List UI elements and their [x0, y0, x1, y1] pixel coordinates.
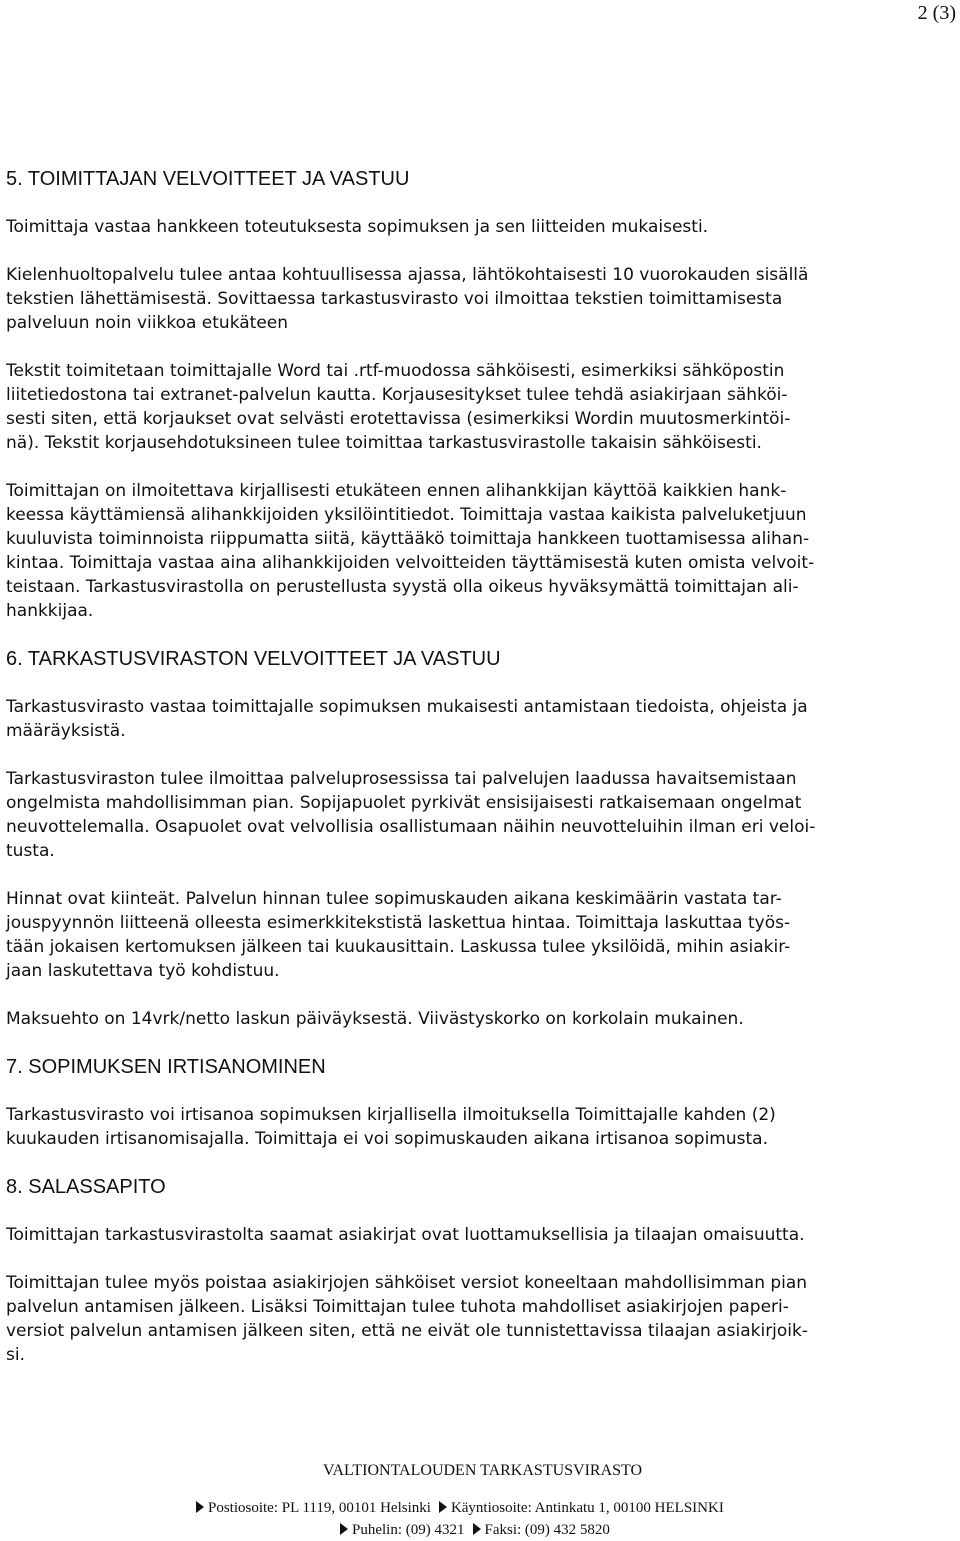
paragraph: [6, 1007, 950, 1031]
paragraph-line: Tekstit toimitetaan toimittajalle Word tai .rtf-muodossa sähköisesti, esimerkiksi sähköpostin: [6, 361, 785, 381]
section-heading: 6. TARKASTUSVIRASTON VELVOITTEET JA VASTUU: [6, 648, 501, 670]
paragraph-line: neuvottelemalla. Osapuolet ovat velvollisia osallistumaan näihin neuvotteluihin ilman eri veloi-: [6, 817, 816, 837]
paragraph-line: ongelmista mahdollisimman pian. Sopijapuolet pyrkivät ensisijaisesti ratkaisemaan ongelmat: [6, 793, 802, 813]
paragraph-line: jaan laskutettava työ kohdistuu.: [6, 961, 280, 981]
paragraph-line: Hinnat ovat kiinteät. Palvelun hinnan tulee sopimuskauden aikana keskimäärin vastata tar-: [6, 889, 782, 909]
arrow-bullet-icon: [473, 1523, 481, 1535]
paragraph: [6, 359, 950, 455]
footer-phone: Puhelin: (09) 4321: [352, 1522, 465, 1538]
paragraph-line: kuukauden irtisanomisajalla. Toimittaja ei voi sopimuskauden aikana irtisanoa sopimusta.: [6, 1129, 768, 1149]
paragraph: [6, 263, 950, 335]
paragraph-line: versiot palvelun antamisen jälkeen siten, että ne eivät ole tunnistettavissa tilaajan asiakirjoik-: [6, 1321, 809, 1341]
section-heading: 5. TOIMITTAJAN VELVOITTEET JA VASTUU: [6, 168, 410, 190]
paragraph: [6, 887, 950, 983]
paragraph: [6, 1223, 950, 1247]
paragraph-line: kintaa. Toimittaja vastaa aina alihankkijoiden velvoitteiden täyttämisestä kuten omista velvoit-: [6, 553, 815, 573]
paragraph: [6, 215, 950, 239]
paragraph: [6, 1103, 950, 1151]
arrow-bullet-icon: [439, 1501, 447, 1513]
footer-address-row: [196, 1500, 960, 1517]
paragraph-line: Maksuehto on 14vrk/netto laskun päiväyksestä. Viivästyskorko on korkolain mukainen.: [6, 1009, 744, 1029]
paragraph-line: keessa käyttämiensä alihankkijoiden yksilöintitiedot. Toimittaja vastaa kaikista palveluketjuun: [6, 505, 807, 525]
paragraph: [6, 1271, 950, 1367]
paragraph-line: tään jokaisen kertomuksen jälkeen tai kuukausittain. Laskussa tulee yksilöidä, mihin asiakir-: [6, 937, 791, 957]
footer-visiting-address: Käyntiosoite: Antinkatu 1, 00100 HELSINKI: [450, 1500, 724, 1516]
footer-organization: VALTIONTALOUDEN TARKASTUSVIRASTO: [323, 1462, 643, 1479]
paragraph-line: liitetiedostona tai extranet-palvelun kautta. Korjausesitykset tulee tehdä asiakirjaan sähköi-: [6, 385, 788, 405]
arrow-bullet-icon: [196, 1501, 204, 1513]
paragraph: [6, 479, 950, 623]
footer-contact-row: [340, 1522, 960, 1539]
paragraph-line: nä). Tekstit korjausehdotuksineen tulee toimittaa tarkastusvirastolle takaisin sähköisesti.: [6, 433, 762, 453]
paragraph-line: palveluun noin viikkoa etukäteen: [6, 313, 289, 333]
paragraph-line: teistaan. Tarkastusvirastolla on perustellusta syystä olla oikeus hyväksymättä toimittajan ali-: [6, 577, 799, 597]
section-heading: 8. SALASSAPITO: [6, 1176, 166, 1198]
paragraph: [6, 767, 950, 863]
paragraph-line: Tarkastusvirasto voi irtisanoa sopimuksen kirjallisella ilmoituksella Toimittajalle kahden (2): [6, 1105, 776, 1125]
paragraph-line: tusta.: [6, 841, 55, 861]
paragraph-line: sesti siten, että korjaukset ovat selvästi erotettavissa (esimerkiksi Wordin muutosmerkintöi-: [6, 409, 791, 429]
paragraph-line: si.: [6, 1345, 25, 1365]
paragraph: [6, 695, 950, 743]
section-heading: 7. SOPIMUKSEN IRTISANOMINEN: [6, 1056, 326, 1078]
paragraph-line: hankkijaa.: [6, 601, 94, 621]
page-number: 2 (3): [917, 2, 956, 24]
document-body: [6, 167, 950, 1391]
paragraph-line: jouspyynnön liitteenä olleesta esimerkkitekstistä laskettua hintaa. Toimittaja laskuttaa työs-: [6, 913, 791, 933]
footer-fax: Faksi: (09) 432 5820: [484, 1522, 610, 1538]
arrow-bullet-icon: [340, 1523, 348, 1535]
paragraph-line: palvelun antamisen jälkeen. Lisäksi Toimittajan tulee tuhota mahdolliset asiakirjojen paperi-: [6, 1297, 789, 1317]
paragraph-line: Toimittajan tarkastusvirastolta saamat asiakirjat ovat luottamuksellisia ja tilaajan omaisuutta.: [6, 1225, 805, 1245]
paragraph-line: Kielenhuoltopalvelu tulee antaa kohtuullisessa ajassa, lähtökohtaisesti 10 vuorokauden sisällä: [6, 265, 809, 285]
footer-postal-address: Postiosoite: PL 1119, 00101 Helsinki: [208, 1500, 431, 1516]
paragraph-line: kuuluvista toiminnoista riippumatta siitä, käyttääkö toimittaja hankkeen tuottamisessa alihan-: [6, 529, 810, 549]
paragraph-line: Toimittajan tulee myös poistaa asiakirjojen sähköiset versiot koneeltaan mahdollisimman pian: [6, 1273, 808, 1293]
paragraph-line: tekstien lähettämisestä. Sovittaessa tarkastusvirasto voi ilmoittaa tekstien toimittamisesta: [6, 289, 783, 309]
paragraph-line: Tarkastusviraston tulee ilmoittaa palveluprosessissa tai palvelujen laadussa havaitsemistaan: [6, 769, 797, 789]
paragraph-line: Toimittaja vastaa hankkeen toteutuksesta sopimuksen ja sen liitteiden mukaisesti.: [6, 217, 709, 237]
paragraph-line: Tarkastusvirasto vastaa toimittajalle sopimuksen mukaisesti antamistaan tiedoista, ohjeista ja: [6, 697, 808, 717]
paragraph-line: määräyksistä.: [6, 721, 126, 741]
paragraph-line: Toimittajan on ilmoitettava kirjallisesti etukäteen ennen alihankkijan käyttöä kaikkien hank-: [6, 481, 787, 501]
